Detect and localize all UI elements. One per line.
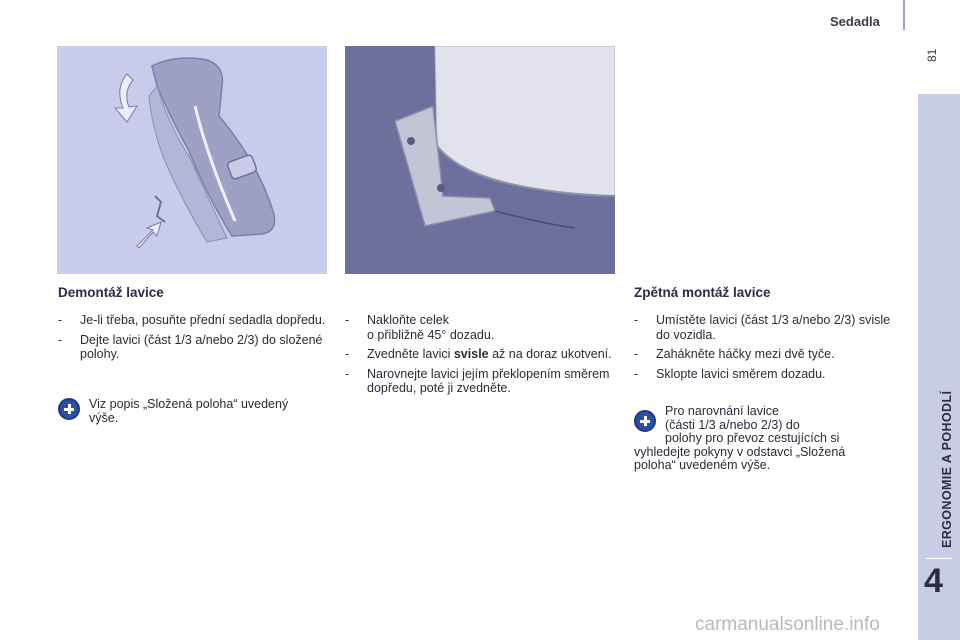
seat-anchorage-illustration xyxy=(345,46,615,274)
step-text: Zvedněte lavici xyxy=(367,347,454,361)
list-item: - Dejte lavici (část 1/3 a/nebo 2/3) do složené polohy. xyxy=(58,333,328,362)
note-line: vyhledejte pokyny v odstavci „Složená xyxy=(634,444,846,459)
seat-removal-illustration xyxy=(57,46,327,274)
chapter-number: 4 xyxy=(924,562,943,600)
note-line: poloha“ uvedeném výše. xyxy=(634,458,771,472)
list-item: - Narovnejte lavici jejím překlopením směrem dopředu, poté ji zvedněte. xyxy=(345,367,615,396)
plus-info-icon xyxy=(58,398,80,420)
straight-arrow-icon xyxy=(137,222,161,248)
header-divider xyxy=(903,0,905,30)
curved-arrow-icon xyxy=(115,74,137,122)
list-item: - Sklopte lavici směrem dozadu. xyxy=(634,367,906,382)
seat-underside-shape xyxy=(435,46,615,196)
page-section-title: Sedadla xyxy=(830,14,880,29)
refit-note xyxy=(634,405,910,473)
floor-rail-line xyxy=(495,211,575,228)
seat-hook xyxy=(155,196,165,222)
watermark: carmanualsonline.info xyxy=(695,614,880,635)
note-line: polohy pro převoz cestujících si xyxy=(665,431,840,445)
list-item xyxy=(345,347,615,362)
removal-note: Viz popis „Složená poloha“ uvedený výše. xyxy=(89,397,289,425)
list-item: - Umístěte lavici (část 1/3 a/nebo 2/3) svisle do vozidla. xyxy=(634,313,906,342)
refit-steps-list xyxy=(634,313,906,386)
page-number: 81 xyxy=(925,48,939,62)
note-line: Pro narovnání lavice xyxy=(665,404,779,418)
list-item: - Je-li třeba, posuňte přední sedadla dopředu. xyxy=(58,313,328,328)
chapter-title: ERGONOMIE A POHODLÍ xyxy=(940,390,954,548)
list-item: - Zahákněte háčky mezi dvě tyče. xyxy=(634,347,906,362)
bracket-hole-top xyxy=(407,137,415,145)
bracket-hole-bottom xyxy=(437,184,445,192)
removal-steps-list xyxy=(58,313,328,367)
chapter-divider xyxy=(926,558,952,559)
step-text-line: o přibližně 45° dozadu. xyxy=(367,327,495,342)
step-text: až na doraz ukotvení. xyxy=(488,347,612,361)
note-line: (části 1/3 a/nebo 2/3) do xyxy=(665,417,800,432)
step-emphasis: svisle xyxy=(453,347,489,361)
refit-section-title: Zpětná montáž lavice xyxy=(634,285,771,300)
list-item xyxy=(345,313,615,342)
folded-seat-drawing xyxy=(57,46,327,274)
step-text-line: Nakloňte celek xyxy=(367,313,449,327)
removal-steps-continued-list xyxy=(345,313,615,401)
removal-section-title: Demontáž lavice xyxy=(58,285,164,300)
anchorage-drawing xyxy=(345,46,615,274)
